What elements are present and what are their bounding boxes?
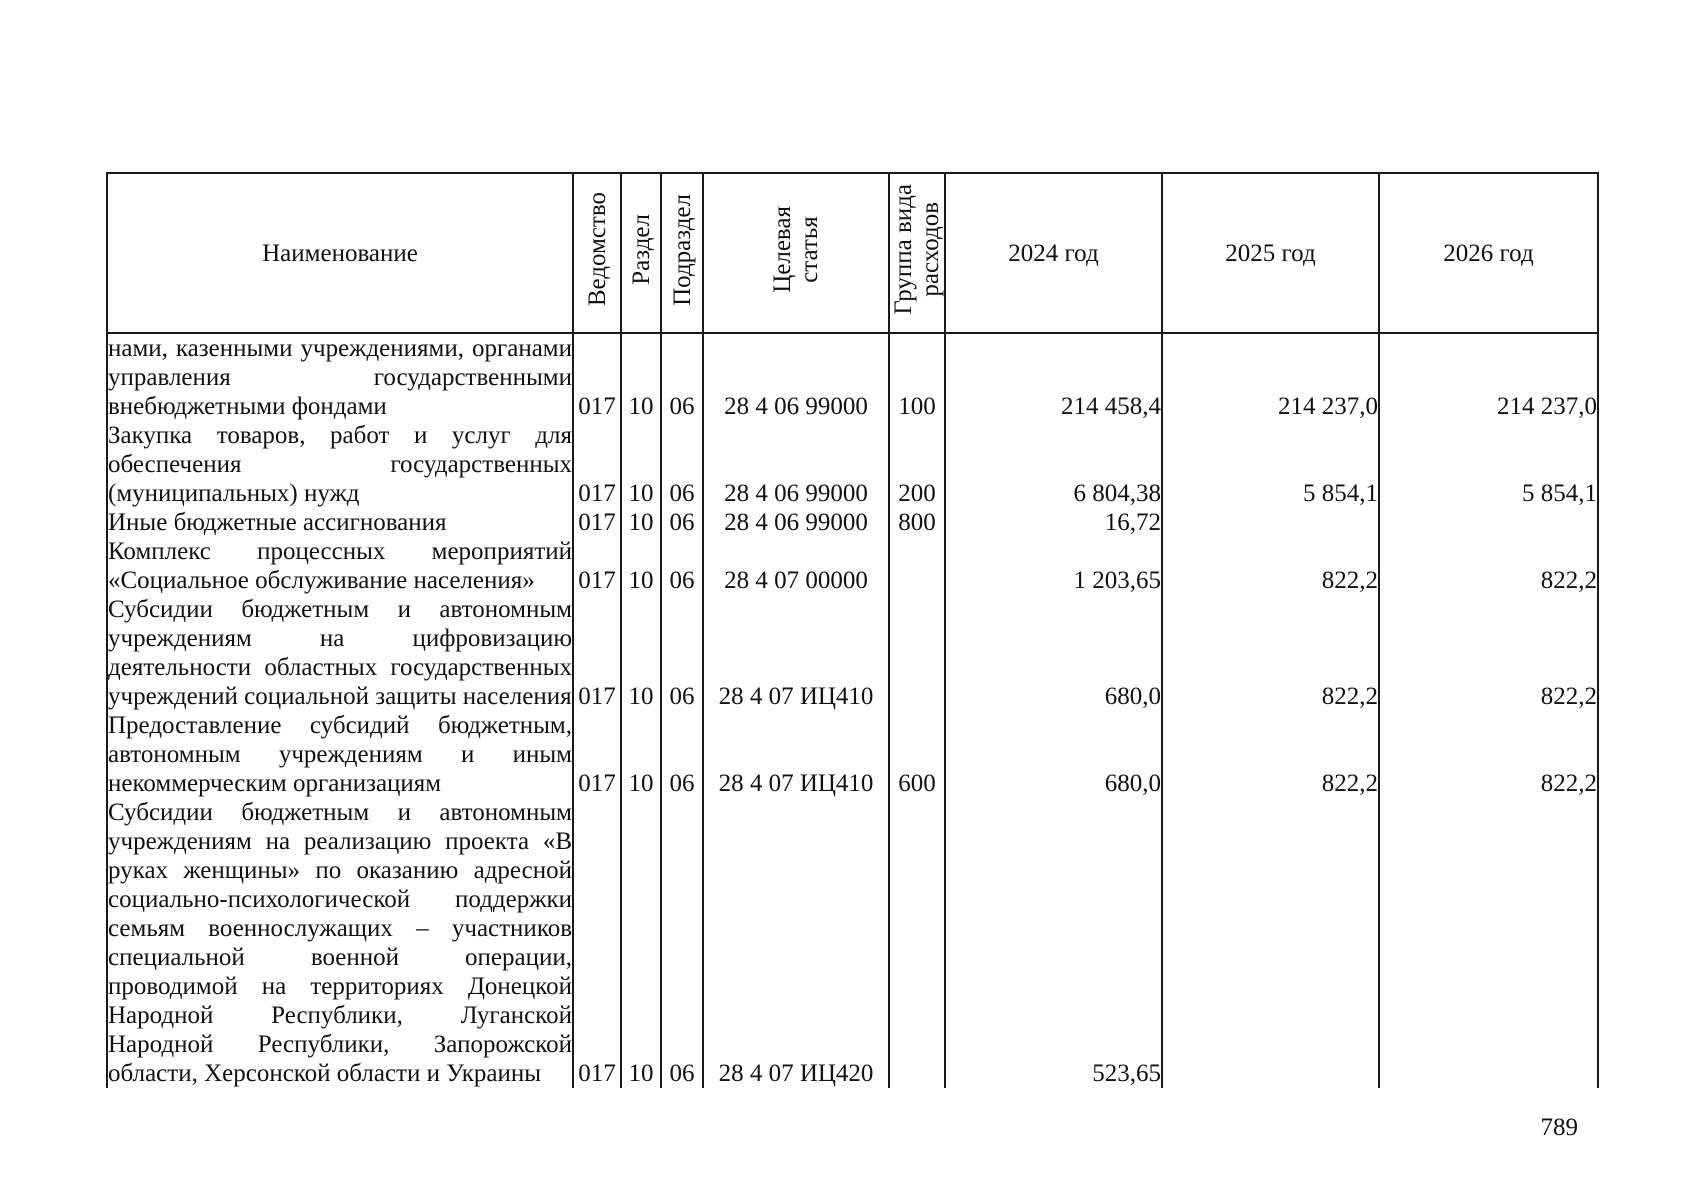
row-vedomstvo: 017: [573, 595, 621, 711]
row-podrazdel: 06: [661, 421, 703, 508]
row-gruppa-vida: [889, 595, 945, 711]
row-vedomstvo: 017: [573, 711, 621, 798]
row-gruppa-vida: [889, 798, 945, 1088]
row-gruppa-vida: 600: [889, 711, 945, 798]
row-value-2025: [1162, 508, 1379, 537]
row-value-2024: 680,0: [945, 711, 1162, 798]
row-value-2024: 6 804,38: [945, 421, 1162, 508]
row-value-2026: [1379, 798, 1598, 1088]
row-gruppa-vida: [889, 537, 945, 595]
row-podrazdel: 06: [661, 711, 703, 798]
row-value-2025: 822,2: [1162, 711, 1379, 798]
header-year-2025: 2025 год: [1162, 173, 1379, 333]
row-razdel: 10: [621, 421, 661, 508]
budget-table: [106, 172, 1599, 1088]
row-tselevaya-statya: 28 4 07 ИЦ420: [703, 798, 889, 1088]
table-row: [107, 711, 1598, 798]
table-row: [107, 595, 1598, 711]
row-tselevaya-statya: 28 4 07 ИЦ410: [703, 595, 889, 711]
row-vedomstvo: 017: [573, 508, 621, 537]
row-razdel: 10: [621, 798, 661, 1088]
row-value-2024: 523,65: [945, 798, 1162, 1088]
row-value-2026: 822,2: [1379, 595, 1598, 711]
row-value-2024: 214 458,4: [945, 333, 1162, 421]
header-gruppa-vida-raskhodov: Группа вида расходов: [889, 173, 945, 333]
table-row: [107, 508, 1598, 537]
page-number: 789: [1540, 1114, 1578, 1141]
row-tselevaya-statya: 28 4 07 00000: [703, 537, 889, 595]
row-value-2026: 822,2: [1379, 711, 1598, 798]
row-podrazdel: 06: [661, 798, 703, 1088]
row-value-2026: [1379, 508, 1598, 537]
row-name: Субсидии бюджетным и автономным учреждениям на реализацию проекта «В руках женщины» по оказанию адресной социально-психологической поддержки семьям военнослужащих – участников специальной военной операции, проводимой на территориях Донецкой Народной Республики, Луганской Народной Республики, Запорожской области, Херсонской области и Украины: [108, 799, 572, 1087]
table-header-row: [107, 173, 1598, 333]
row-value-2024: 1 203,65: [945, 537, 1162, 595]
row-value-2026: 214 237,0: [1379, 333, 1598, 421]
row-value-2025: 822,2: [1162, 537, 1379, 595]
row-value-2025: 5 854,1: [1162, 421, 1379, 508]
row-name: Комплекс процессных мероприятий «Социальное обслуживание населения»: [108, 538, 572, 594]
row-tselevaya-statya: 28 4 07 ИЦ410: [703, 711, 889, 798]
row-vedomstvo: 017: [573, 333, 621, 421]
row-tselevaya-statya: 28 4 06 99000: [703, 333, 889, 421]
header-year-2024: 2024 год: [945, 173, 1162, 333]
table-row: [107, 421, 1598, 508]
row-value-2025: [1162, 798, 1379, 1088]
row-gruppa-vida: 100: [889, 333, 945, 421]
table-row: [107, 537, 1598, 595]
header-tselevaya-statya: Целевая статья: [703, 173, 889, 333]
row-value-2026: 5 854,1: [1379, 421, 1598, 508]
row-vedomstvo: 017: [573, 798, 621, 1088]
row-podrazdel: 06: [661, 333, 703, 421]
row-razdel: 10: [621, 537, 661, 595]
row-podrazdel: 06: [661, 595, 703, 711]
row-vedomstvo: 017: [573, 537, 621, 595]
table-row: [107, 798, 1598, 1088]
header-razdel: Раздел: [621, 173, 661, 333]
row-razdel: 10: [621, 595, 661, 711]
row-podrazdel: 06: [661, 508, 703, 537]
table-row: [107, 333, 1598, 421]
row-value-2024: 680,0: [945, 595, 1162, 711]
row-razdel: 10: [621, 508, 661, 537]
row-name: Предоставление субсидий бюджетным, автономным учреждениям и иным некоммерческим организациям: [108, 712, 572, 797]
row-name: Закупка товаров, работ и услуг для обеспечения государственных (муниципальных) нужд: [108, 422, 572, 507]
row-gruppa-vida: 200: [889, 421, 945, 508]
row-tselevaya-statya: 28 4 06 99000: [703, 508, 889, 537]
row-podrazdel: 06: [661, 537, 703, 595]
row-tselevaya-statya: 28 4 06 99000: [703, 421, 889, 508]
row-razdel: 10: [621, 333, 661, 421]
header-vedomstvo: Ведомство: [573, 173, 621, 333]
row-value-2026: 822,2: [1379, 537, 1598, 595]
row-name: Субсидии бюджетным и автономным учреждениям на цифровизацию деятельности областных государственных учреждений социальной защиты населения: [108, 596, 572, 710]
row-vedomstvo: 017: [573, 421, 621, 508]
row-razdel: 10: [621, 711, 661, 798]
row-name: Иные бюджетные ассигнования: [107, 508, 573, 537]
header-name: Наименование: [107, 173, 573, 333]
row-name: нами, казенными учреждениями, органами управления государственными внебюджетными фондами: [108, 335, 572, 420]
row-value-2025: 214 237,0: [1162, 333, 1379, 421]
row-gruppa-vida: 800: [889, 508, 945, 537]
header-year-2026: 2026 год: [1379, 173, 1598, 333]
header-podrazdel: Подраздел: [661, 173, 703, 333]
row-value-2024: 16,72: [945, 508, 1162, 537]
row-value-2025: 822,2: [1162, 595, 1379, 711]
